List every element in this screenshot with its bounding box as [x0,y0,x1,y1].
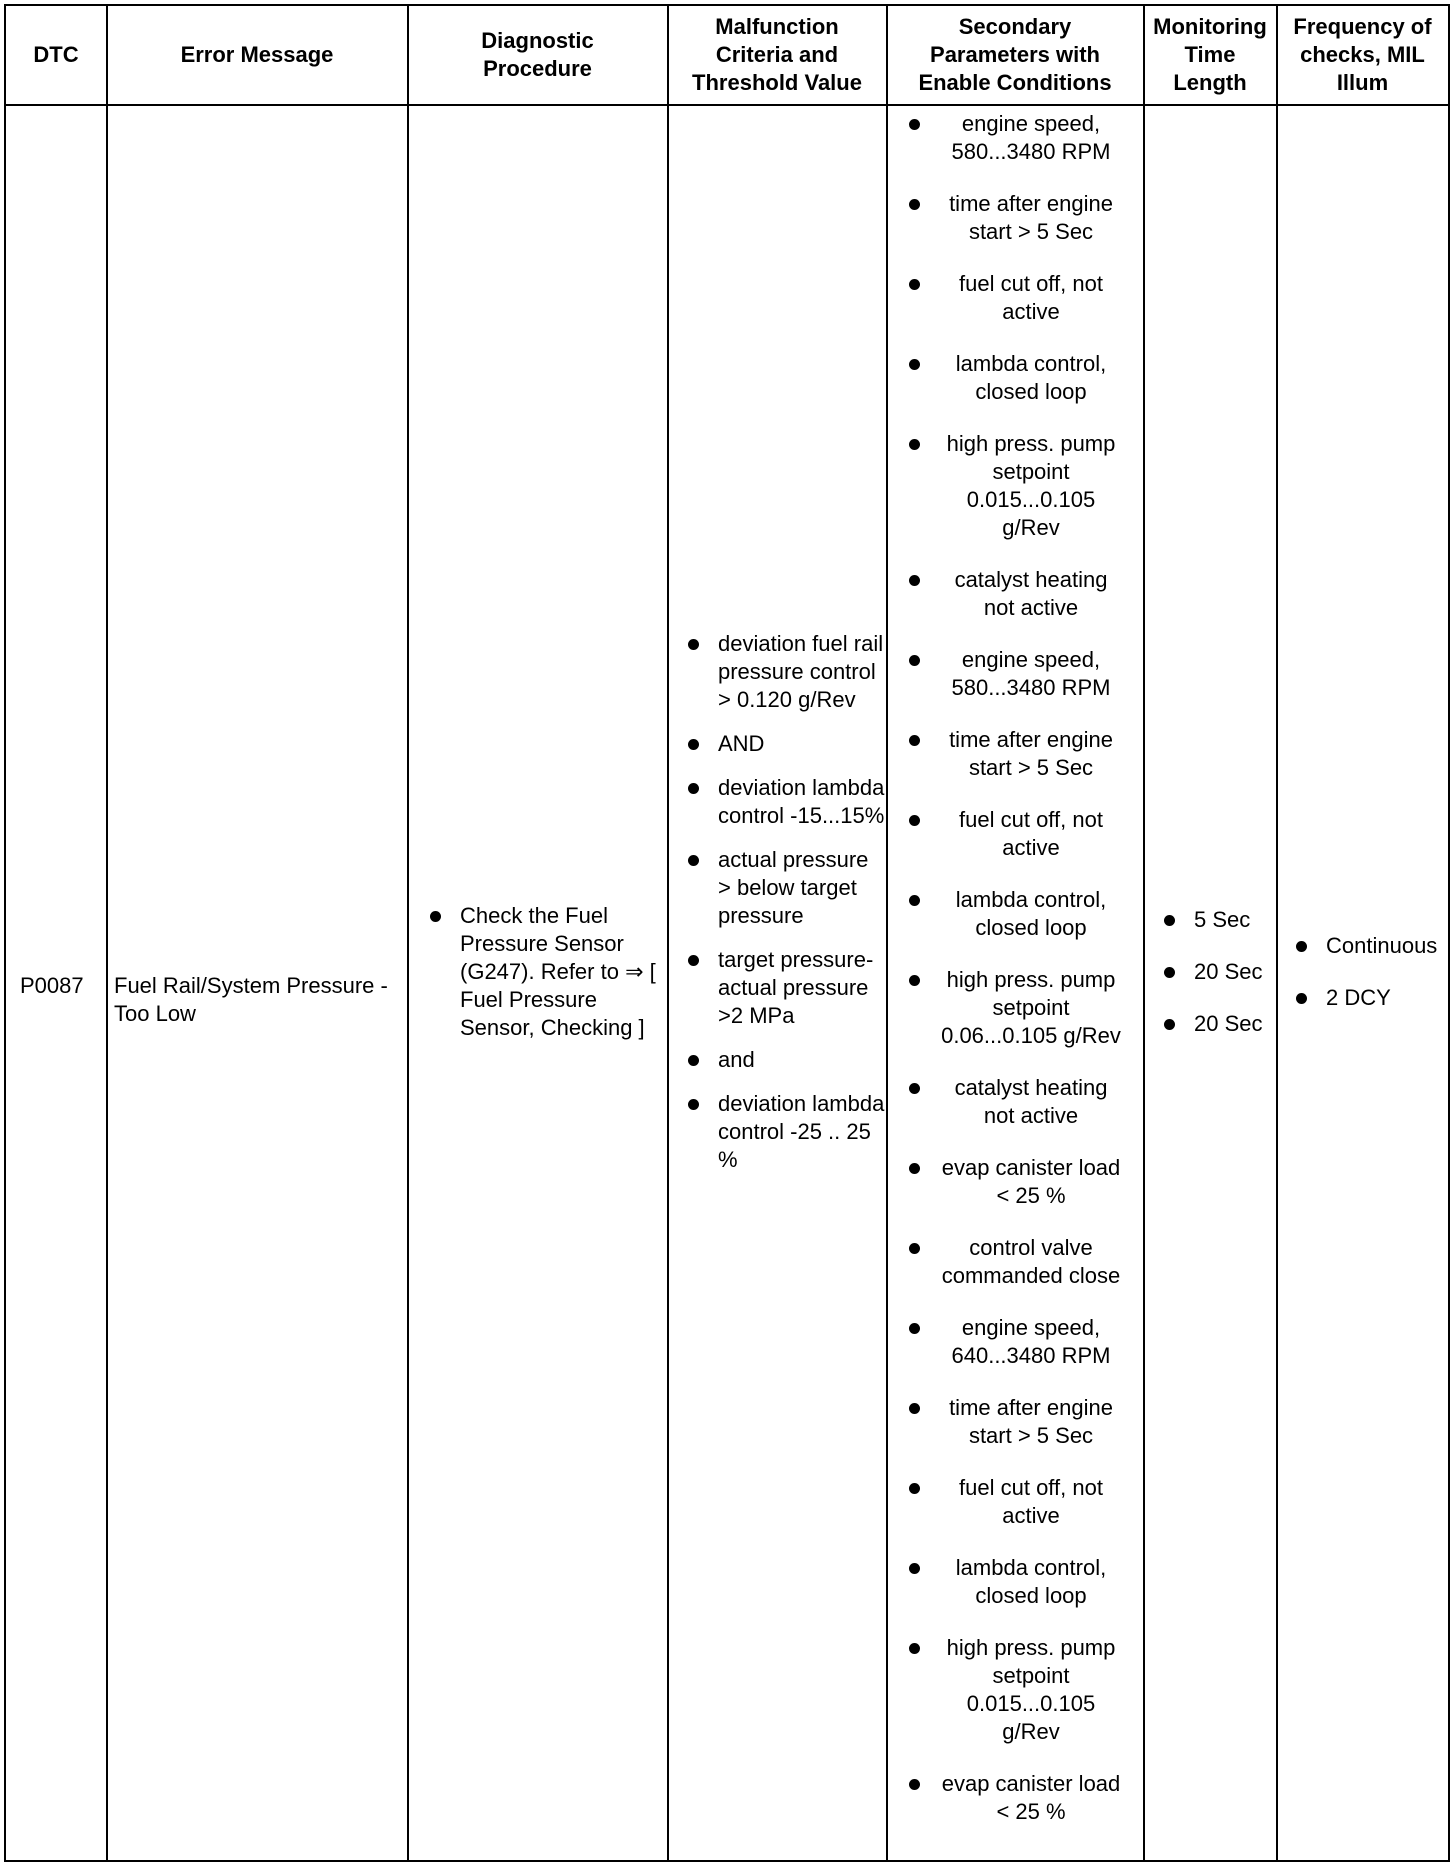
list-item: high press. pump setpoint 0.06...0.105 g/Rev [901,966,1131,1050]
list-item: AND [686,730,886,758]
list-item: time after engine start > 5 Sec [901,190,1131,246]
list-item: deviation lambda control -25 .. 25 % [686,1090,886,1174]
secondary-parameters [901,110,1131,1826]
list-item: engine speed, 580...3480 RPM [901,646,1131,702]
list-item: and [686,1046,886,1074]
list-item: 5 Sec [1162,906,1280,934]
list-item: 20 Sec [1162,958,1280,986]
list-item: lambda control, closed loop [901,1554,1131,1610]
dtc-table [4,4,1450,1862]
list-item: time after engine start > 5 Sec [901,1394,1131,1450]
malfunction-criteria-list [686,630,886,1174]
list-item: engine speed, 640...3480 RPM [901,1314,1131,1370]
header-error-message: Error Message [180,42,334,67]
list-item: control valve commanded close [901,1234,1131,1290]
list-item: 2 DCY [1294,984,1454,1012]
list-item: catalyst heating not active [901,566,1131,622]
dtc-code: P0087 [20,973,84,998]
list-item: catalyst heating not active [901,1074,1131,1130]
monitoring-time [1162,906,1280,1038]
header-frequency: Frequency of checks, MIL Illum [1293,14,1432,95]
list-item: deviation lambda control -15...15% [686,774,886,830]
list-item: lambda control, closed loop [901,350,1131,406]
column-divider [1143,6,1145,1860]
list-item: fuel cut off, not active [901,806,1131,862]
list-item: target pressure-actual pressure >2 MPa [686,946,886,1030]
list-item: high press. pump setpoint 0.015...0.105 g/Rev [901,1634,1131,1746]
list-item: fuel cut off, not active [901,270,1131,326]
header-dtc: DTC [33,42,79,67]
diagnostic-procedure [428,902,668,1042]
header-secondary-parameters: Secondary Parameters with Enable Conditions [918,14,1112,95]
list-item: high press. pump setpoint 0.015...0.105 g/Rev [901,430,1131,542]
column-divider [886,6,888,1860]
header-divider [6,104,1448,106]
secondary-parameters-list [901,110,1131,1826]
malfunction-criteria [686,630,886,1174]
list-item: lambda control, closed loop [901,886,1131,942]
list-item: fuel cut off, not active [901,1474,1131,1530]
header-malfunction-criteria: Malfunction Criteria and Threshold Value [692,14,862,95]
list-item: engine speed, 580...3480 RPM [901,110,1131,166]
list-item: deviation fuel rail pressure control > 0.120 g/Rev [686,630,886,714]
error-message: Fuel Rail/System Pressure - Too Low [114,973,388,1026]
list-item: Check the Fuel Pressure Sensor (G247). Refer to ⇒ [ Fuel Pressure Sensor, Checking ] [428,902,668,1042]
frequency-list [1294,932,1454,1012]
list-item: evap canister load < 25 % [901,1154,1131,1210]
column-divider [407,6,409,1860]
list-item: time after engine start > 5 Sec [901,726,1131,782]
header-diagnostic-procedure: Diagnostic Procedure [481,28,594,81]
list-item: evap canister load < 25 % [901,1770,1131,1826]
list-item: 20 Sec [1162,1010,1280,1038]
list-item: actual pressure > below target pressure [686,846,886,930]
column-divider [106,6,108,1860]
diagnostic-procedure-list [428,902,668,1042]
frequency [1294,932,1454,1012]
list-item: Continuous [1294,932,1454,960]
header-monitoring-time: Monitoring Time Length [1153,14,1267,95]
monitoring-time-list [1162,906,1280,1038]
